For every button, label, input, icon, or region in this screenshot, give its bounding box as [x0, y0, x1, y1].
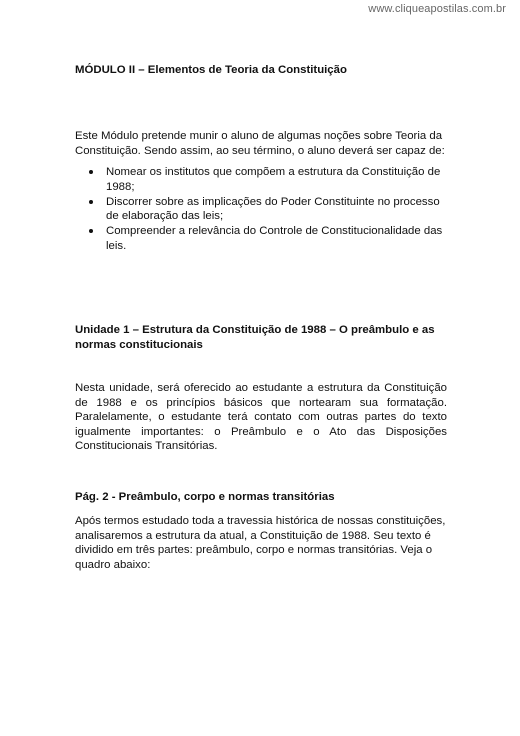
bullet-icon — [89, 200, 93, 204]
objectives-list-container — [75, 165, 447, 254]
page2-title: Pág. 2 - Preâmbulo, corpo e normas transitórias — [75, 491, 335, 503]
bullet-icon — [89, 170, 93, 174]
module-title: MÓDULO II – Elementos de Teoria da Constituição — [75, 64, 347, 76]
objective-text: Compreender a relevância do Controle de Constitucionalidade das leis. — [106, 225, 443, 252]
site-url: www.cliqueapostilas.com.br — [368, 3, 506, 15]
objective-text: Discorrer sobre as implicações do Poder Constituinte no processo de elaboração das leis; — [106, 195, 440, 223]
list-item — [75, 165, 447, 194]
list-item — [75, 224, 447, 253]
objectives-list — [75, 165, 447, 254]
unit-text: Nesta unidade, será oferecido ao estudante a estrutura da Constituição de 1988 e os princípios básicos que nortearam sua formatação. Paralelamente, o estudante terá contato com outras partes do texto igualmente importantes: o Preâmbulo e o Ato das Disposições Constitucionais Transitórias. — [75, 382, 447, 453]
module-intro: Este Módulo pretende munir o aluno de algumas noções sobre Teoria da Constituição. Sendo assim, ao seu término, o aluno deverá ser capaz de: — [75, 130, 445, 157]
unit-title: Unidade 1 – Estrutura da Constituição de 1988 – O preâmbulo e as normas constitucionais — [75, 324, 435, 351]
list-item — [75, 195, 447, 224]
objective-text: Nomear os institutos que compõem a estrutura da Constituição de 1988; — [106, 166, 441, 193]
bullet-icon — [89, 229, 93, 233]
page2-text: Após termos estudado toda a travessia histórica de nossas constituições, analisaremos a estrutura da atual, a Constituição de 1988. Seu texto é dividido em três partes: preâmbulo, corpo e normas transitórias. Veja o quadro abaixo: — [75, 515, 446, 571]
